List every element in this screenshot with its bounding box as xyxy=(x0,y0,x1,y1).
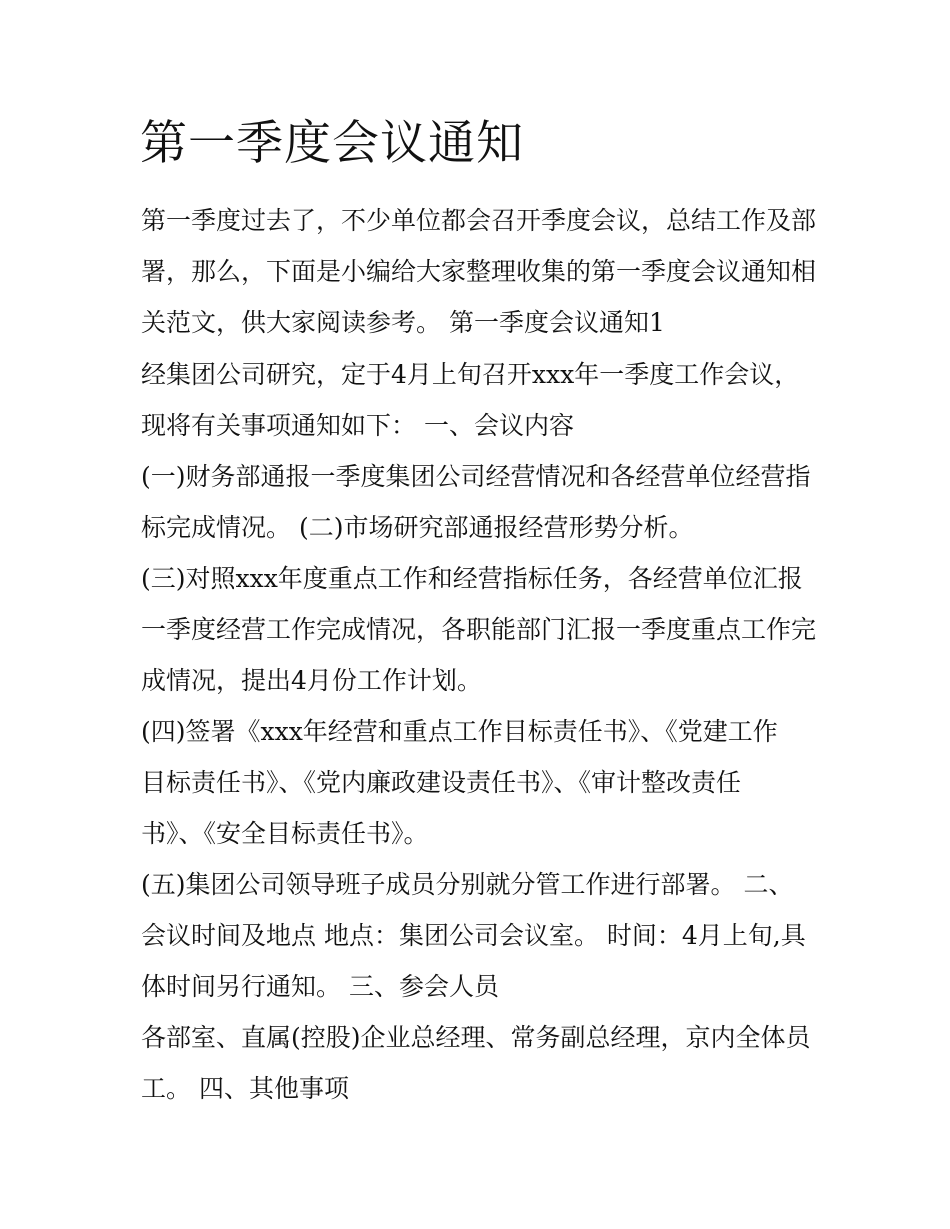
body-line-7: 标完成情况。 (二)市场研究部通报经营形势分析。 xyxy=(141,513,694,542)
body-line-6: (一)财务部通报一季度集团公司经营情况和各经营单位经营指 xyxy=(141,462,811,491)
body-line-16: 体时间另行通知。 三、参会人员 xyxy=(141,972,499,1001)
body-line-10: 成情况，提出4月份工作计划。 xyxy=(141,666,482,695)
body-line-1: 第一季度过去了，不少单位都会召开季度会议，总结工作及部 xyxy=(141,206,817,235)
page-title: 第一季度会议通知 xyxy=(140,116,524,171)
body-line-8: (三)对照xxx年度重点工作和经营指标任务，各经营单位汇报 xyxy=(141,564,803,593)
body-line-5: 现将有关事项通知如下： 一、会议内容 xyxy=(141,411,574,440)
body-line-17: 各部室、直属(控股)企业总经理、常务副总经理，京内全体员 xyxy=(141,1023,811,1052)
body-line-3: 关范文，供大家阅读参考。 第一季度会议通知1 xyxy=(141,308,665,337)
body-line-14: (五)集团公司领导班子成员分别就分管工作进行部署。 二、 xyxy=(141,870,794,899)
body-line-12: 目标责任书》、《党内廉政建设责任书》、《审计整改责任 xyxy=(141,768,742,797)
body-line-2: 署，那么，下面是小编给大家整理收集的第一季度会议通知相 xyxy=(141,257,817,286)
body-line-11: (四)签署《xxx年经营和重点工作目标责任书》、《党建工作 xyxy=(141,717,778,746)
body-line-13: 书》、《安全目标责任书》。 xyxy=(141,819,429,848)
body-line-18: 工。 四、其他事项 xyxy=(141,1074,349,1103)
body-line-15: 会议时间及地点 地点：集团公司会议室。 时间：4月上旬,具 xyxy=(141,921,806,950)
body-line-4: 经集团公司研究，定于4月上旬召开xxx年一季度工作会议， xyxy=(141,360,800,389)
body-line-9: 一季度经营工作完成情况，各职能部门汇报一季度重点工作完 xyxy=(141,615,817,644)
